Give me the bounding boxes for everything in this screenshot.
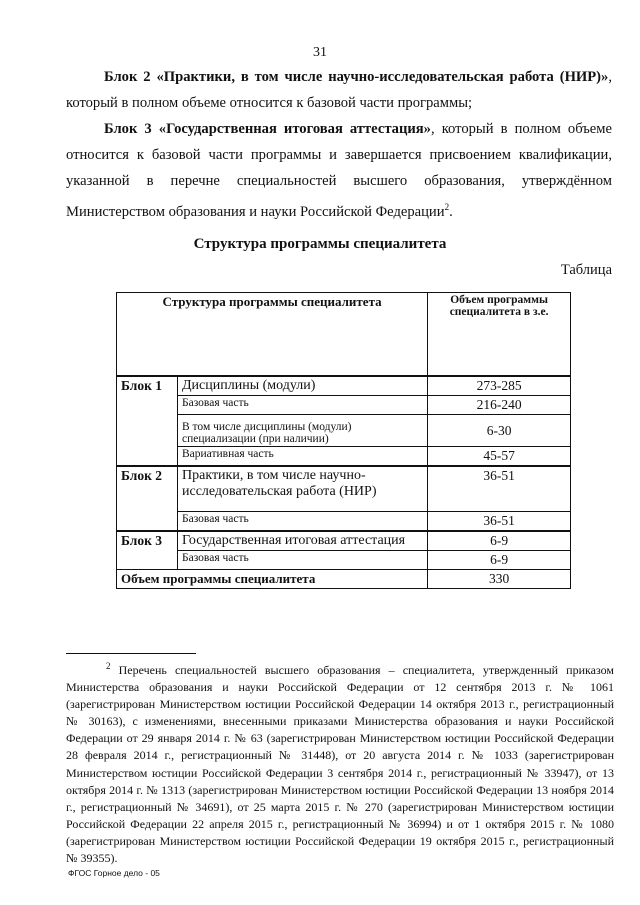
table-row — [117, 512, 571, 532]
structure-table — [116, 292, 571, 589]
block1-spec: В том числе дисциплины (модули) специализации (при наличии) — [178, 415, 428, 447]
block2-title: Практики, в том числе научно-исследовательская работа (НИР) — [178, 466, 428, 512]
block3-label: Блок 3 — [117, 531, 178, 570]
block2-label: Блок 2 — [117, 466, 178, 531]
table-row — [117, 447, 571, 467]
block2-base-value: 36-51 — [428, 512, 571, 532]
table-row — [117, 376, 571, 396]
paragraph-block3-bold: Блок 3 «Государственная итоговая аттестация» — [104, 121, 431, 137]
footnote — [66, 658, 614, 867]
block1-label: Блок 1 — [117, 376, 178, 466]
paragraph-block3-end: . — [449, 203, 453, 220]
footnote-separator — [66, 653, 196, 654]
footnote-mark: 2 — [106, 661, 111, 671]
paragraph-block2 — [66, 64, 612, 116]
paragraph-block2-rest: , который в полном объеме относится к базовой части программы; — [66, 69, 612, 111]
footnote-ref: 2 — [444, 202, 450, 212]
table-title: Структура программы специалитета — [193, 236, 447, 252]
block3-title: Государственная итоговая аттестация — [178, 531, 428, 551]
block2-base: Базовая часть — [178, 512, 428, 532]
table-row — [117, 531, 571, 551]
footnote-text: Перечень специальностей высшего образования – специалитета, утвержденный приказом Министерства образования и науки Российской Федерации от 12 сентября 2013 г. № 1061 (зарегистрирован Министерством юстиции Российской Федерации 14 октября 2013 г., регистрационный № 30163), с изменениями, внесенными приказами Министерства образования и науки Российской Федерации от 29 января 2014 г. № 63 (зарегистрирован Министерством юстиции Российской Федерации 28 февраля 2014 г., регистрационный № 31448), от 20 августа 2014 г. № 1033 (зарегистрирован Министерством юстиции Российской Федерации 3 сентября 2014 г., регистрационный № 33947), от 13 октября 2014 г. № 1313 (зарегистрирован Министерством юстиции Российской Федерации 13 ноября 2014 г., регистрационный № 34691), от 25 марта 2015 г. № 270 (зарегистрирован Министерством юстиции Российской Федерации 22 апреля 2015 г., регистрационный № 36994) и от 1 октября 2015 г. № 1080 (зарегистрирован Министерством юстиции Российской Федерации 19 октября 2015 г., регистрационный № 39355). — [66, 663, 614, 866]
page-number: 31 — [313, 45, 327, 60]
table-row — [117, 466, 571, 512]
header-structure: Структура программы специалитета — [117, 293, 428, 377]
block3-base-value: 6-9 — [428, 551, 571, 570]
block3-title-value: 6-9 — [428, 531, 571, 551]
block3-base: Базовая часть — [178, 551, 428, 570]
table-label: Таблица — [560, 262, 612, 278]
total-value: 330 — [428, 570, 571, 589]
table-row — [117, 396, 571, 415]
paragraph-block3 — [66, 116, 612, 225]
block1-variative: Вариативная часть — [178, 447, 428, 467]
block1-title: Дисциплины (модули) — [178, 376, 428, 396]
block2-title-value: 36-51 — [428, 466, 571, 512]
table-total-row — [117, 570, 571, 589]
block1-spec-value: 6-30 — [428, 415, 571, 447]
paragraph-block2-bold: Блок 2 «Практики, в том числе научно-исследовательская работа (НИР)» — [104, 69, 609, 85]
block1-title-value: 273-285 — [428, 376, 571, 396]
block1-base: Базовая часть — [178, 396, 428, 415]
block1-variative-value: 45-57 — [428, 447, 571, 467]
paragraph-block3-rest: , который в полном объеме относится к базовой части программы и завершается присвоением квалификации, указанной в перечне специальностей высшего образования, утверждённом Министерством образования и науки Российской Федерации — [66, 121, 612, 220]
table-row — [117, 551, 571, 570]
document-code: ФГОС Горное дело - 05 — [68, 868, 160, 878]
total-label: Объем программы специалитета — [117, 570, 428, 589]
block1-base-value: 216-240 — [428, 396, 571, 415]
table-row — [117, 415, 571, 447]
header-volume: Объем программы специалитета в з.е. — [428, 293, 571, 377]
table-header-row — [117, 293, 571, 377]
